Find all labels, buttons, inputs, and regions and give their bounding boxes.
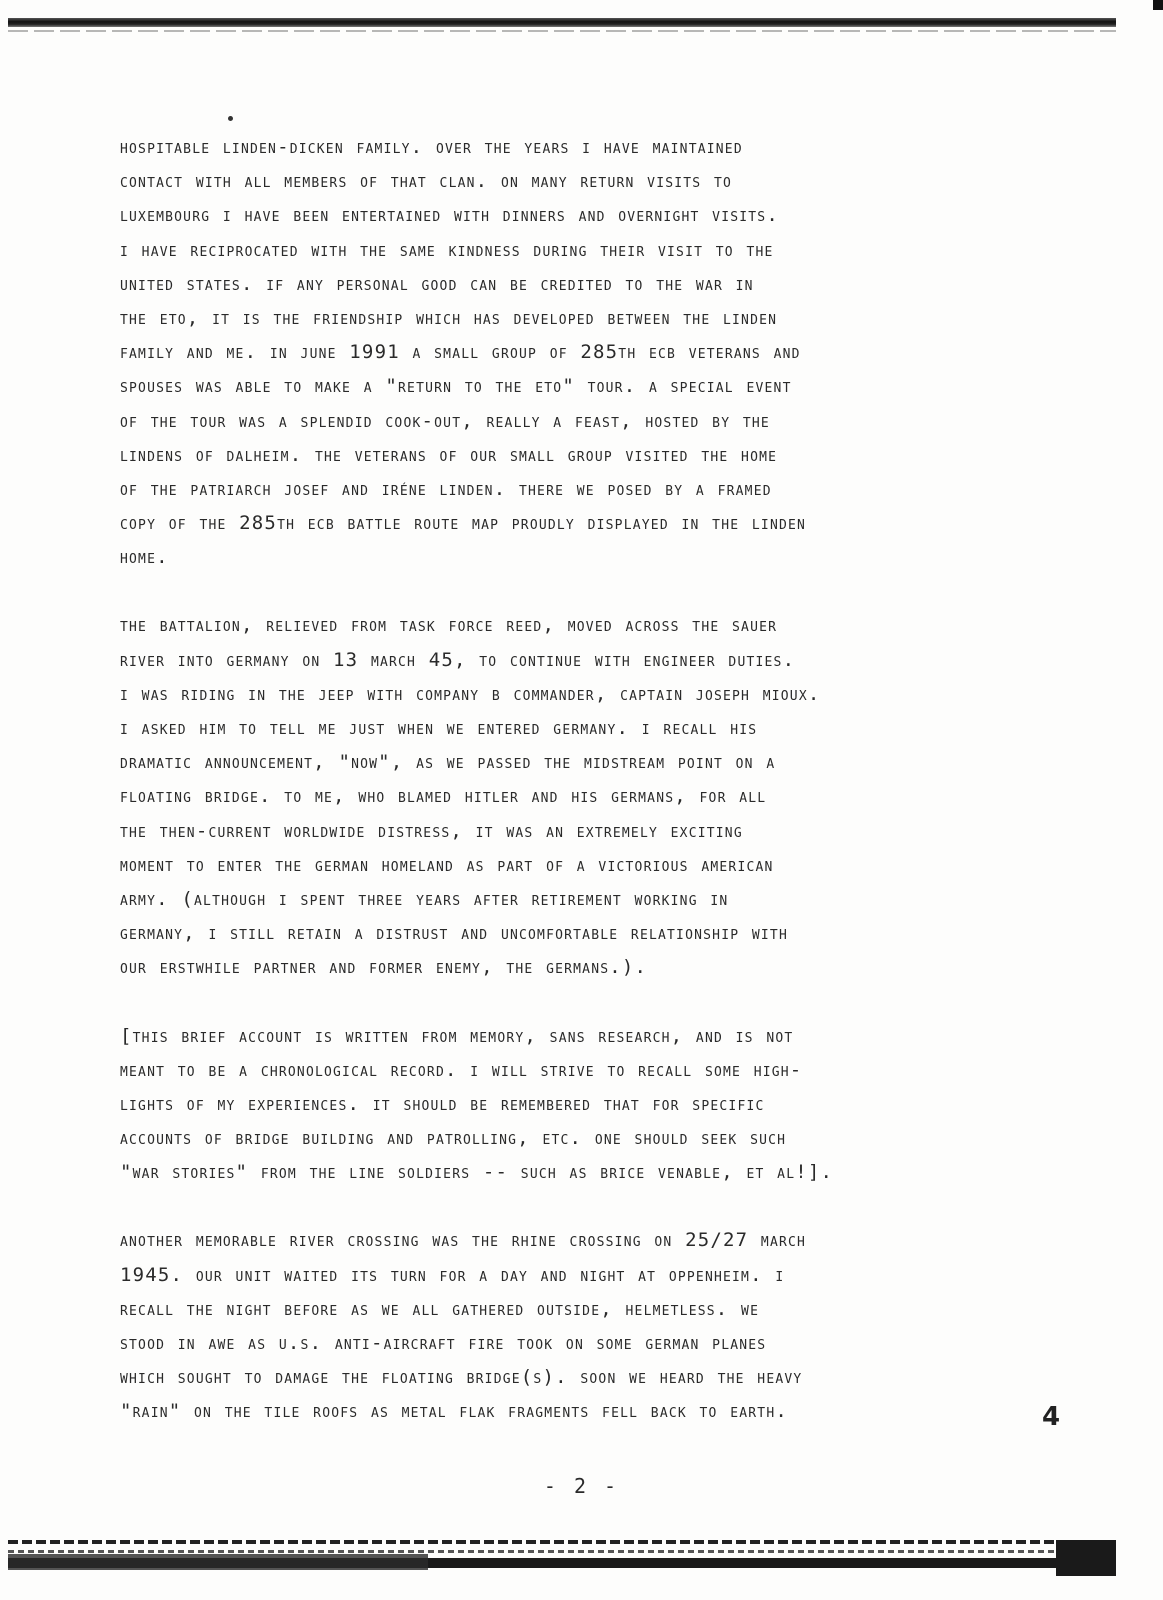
- text-line: the eto, it is the friendship which has developed between the linden: [120, 306, 778, 329]
- text-line: recall the night before as we all gathered outside, helmetless. we: [120, 1297, 760, 1320]
- scan-edge-mark: [1153, 0, 1163, 10]
- text-line: the then-current worldwide distress, it was an extremely exciting: [120, 819, 743, 842]
- paragraph-gap: [120, 1189, 1080, 1223]
- text-line: home.: [120, 546, 169, 569]
- text-line: i was riding in the jeep with company b commander, captain joseph mioux.: [120, 682, 821, 705]
- top-rule: [8, 18, 1116, 27]
- text-line: lights of my experiences. it should be remembered that for specific: [120, 1092, 765, 1115]
- text-line: another memorable river crossing was the rhine crossing on 25/27 march: [120, 1229, 807, 1252]
- text-line: of the patriarch josef and iréne linden. there we posed by a framed: [120, 477, 772, 500]
- text-line: [this brief account is written from memory, sans research, and is not: [120, 1024, 794, 1047]
- text-line: hospitable linden-dicken family. over the years i have maintained: [120, 136, 743, 158]
- text-line: moment to enter the german homeland as part of a victorious american: [120, 853, 774, 876]
- text-line: the battalion, relieved from task force reed, moved across the sauer: [120, 614, 778, 637]
- paragraph-linden-family: [120, 130, 1080, 574]
- text-line: "rain" on the tile roofs as metal flak fragments fell back to earth.: [120, 1400, 788, 1423]
- text-line: spouses was able to make a "return to the eto" tour. a special event: [120, 375, 792, 398]
- text-line: germany, i still retain a distrust and uncomfortable relationship with: [120, 922, 788, 945]
- text-line: meant to be a chronological record. i will strive to recall some high-: [120, 1058, 803, 1081]
- text-line: our erstwhile partner and former enemy, the germans.).: [120, 956, 648, 979]
- text-line: of the tour was a splendid cook-out, really a feast, hosted by the: [120, 409, 770, 432]
- text-line: i asked him to tell me just when we entered germany. i recall his: [120, 717, 758, 739]
- text-line: lindens of dalheim. the veterans of our small group visited the home: [120, 443, 778, 466]
- text-line: floating bridge. to me, who blamed hitler and his germans, for all: [120, 785, 767, 808]
- ink-dot: [228, 116, 233, 121]
- paragraph-gap: [120, 985, 1080, 1019]
- document-body: [120, 130, 1080, 1429]
- page-number: - 2 -: [543, 1474, 620, 1498]
- text-line: dramatic announcement, "now", as we passed the midstream point on a: [120, 751, 776, 774]
- text-line: which sought to damage the floating bridge(s). soon we heard the heavy: [120, 1366, 803, 1389]
- text-line: contact with all members of that clan. on many return visits to: [120, 170, 733, 193]
- text-line: 1945. our unit waited its turn for a day and night at oppenheim. i: [120, 1263, 785, 1286]
- text-line: stood in awe as u.s. anti-aircraft fire took on some german planes: [120, 1332, 767, 1354]
- text-line: accounts of bridge building and patrolling, etc. one should seek such: [120, 1127, 787, 1150]
- text-line: luxembourg i have been entertained with dinners and overnight visits.: [120, 204, 779, 227]
- text-line: family and me. in june 1991 a small group of 285th ecb veterans and: [120, 341, 801, 364]
- paragraph-memory-note: [120, 1019, 1080, 1190]
- paragraph-gap: [120, 574, 1080, 608]
- handwritten-page-number: 4: [1042, 1402, 1061, 1432]
- paragraph-rhine-crossing: [120, 1223, 1080, 1428]
- text-line: copy of the 285th ecb battle route map proudly displayed in the linden: [120, 512, 807, 535]
- paragraph-germany-crossing: [120, 608, 1080, 984]
- bottom-rule: [8, 1540, 1116, 1576]
- text-line: i have reciprocated with the same kindness during their visit to the: [120, 238, 774, 261]
- text-line: army. (although i spent three years after retirement working in: [120, 887, 729, 910]
- text-line: "war stories" from the line soldiers -- such as brice venable, et al!].: [120, 1161, 834, 1184]
- text-line: united states. if any personal good can be credited to the war in: [120, 272, 754, 295]
- text-line: river into germany on 13 march 45, to continue with engineer duties.: [120, 648, 796, 671]
